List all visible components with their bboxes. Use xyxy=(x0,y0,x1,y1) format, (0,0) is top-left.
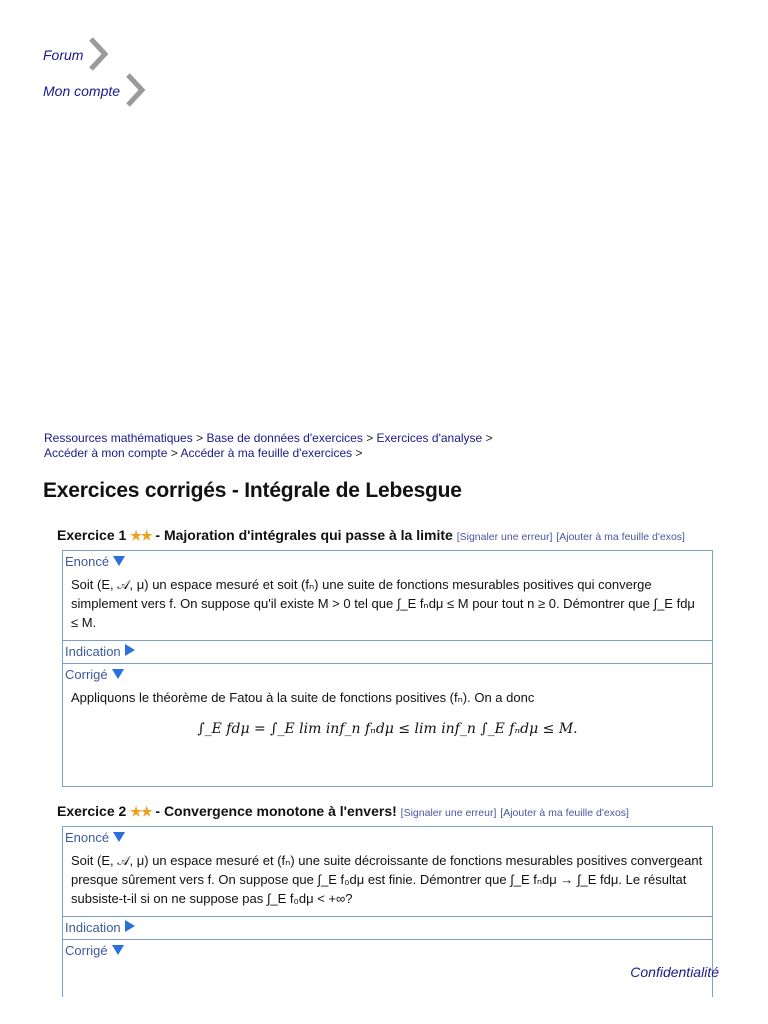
exercise-1-title xyxy=(57,527,685,544)
breadcrumb-item-sheet[interactable]: Accéder à ma feuille d'exercices xyxy=(180,445,353,460)
nav-account-label: Mon compte xyxy=(43,83,121,99)
indication-toggle[interactable] xyxy=(63,917,712,939)
enonce-label: Enoncé xyxy=(65,554,110,569)
breadcrumb-separator: > xyxy=(170,445,178,460)
breadcrumb-item-analysis[interactable]: Exercices d'analyse xyxy=(376,431,483,445)
corrige-text: Appliquons le théorème de Fatou à la suite de fonctions positives (fₙ). On a donc xyxy=(71,690,535,705)
indication-label: Indication xyxy=(65,644,121,659)
exercise-heading: - Convergence monotone à l'envers! xyxy=(155,803,397,819)
breadcrumb-separator: > xyxy=(355,445,363,460)
report-error-link[interactable]: [Signaler une erreur] xyxy=(456,531,553,543)
chevron-right-icon xyxy=(87,36,109,75)
enonce-text: Soit (E, 𝒜, μ) un espace mesuré et (fₙ) une suite décroissante de fonctions mesurables positives convergeant presque sûrement vers f. On suppose que ∫_E f₀dμ est finie. Démontrer que ∫_E fₙdμ → ∫_E fdμ. Le résultat subsiste-t-il si on ne suppose pas ∫_E f₀dμ < +∞? xyxy=(71,853,703,906)
add-to-sheet-link[interactable]: [Ajouter à ma feuille d'exos] xyxy=(556,531,685,543)
triangle-down-icon xyxy=(112,939,124,963)
chevron-right-icon xyxy=(124,72,146,111)
corrige-label: Corrigé xyxy=(65,667,108,682)
privacy-link[interactable]: Confidentialité xyxy=(630,964,719,980)
star-icon: ★★ xyxy=(130,804,152,819)
triangle-down-icon xyxy=(113,826,125,850)
triangle-right-icon xyxy=(125,916,135,940)
breadcrumb-separator: > xyxy=(196,431,204,445)
nav-account-link[interactable] xyxy=(43,72,146,110)
corrige-toggle[interactable] xyxy=(63,664,712,686)
star-icon: ★★ xyxy=(130,528,152,543)
enonce-label: Enoncé xyxy=(65,830,110,845)
exercise-label: Exercice 2 xyxy=(57,803,127,819)
breadcrumb-item-resources[interactable]: Ressources mathématiques xyxy=(44,431,193,445)
triangle-down-icon xyxy=(112,663,124,687)
exercise-2-box xyxy=(62,826,713,997)
corrige-label: Corrigé xyxy=(65,943,108,958)
breadcrumb-separator: > xyxy=(366,431,374,445)
enonce-toggle[interactable] xyxy=(63,827,712,849)
enonce-section xyxy=(63,827,712,917)
page-title: Exercices corrigés - Intégrale de Lebesgue xyxy=(43,479,462,502)
indication-label: Indication xyxy=(65,920,121,935)
enonce-section xyxy=(63,551,712,641)
add-to-sheet-link[interactable]: [Ajouter à ma feuille d'exos] xyxy=(500,807,629,819)
triangle-right-icon xyxy=(125,640,135,664)
enonce-text: Soit (E, 𝒜, μ) un espace mesuré et soit (fₙ) une suite de fonctions mesurables positives qui converge simplement vers f. On suppose qu'il existe M > 0 tel que ∫_E fₙdμ ≤ M pour tout n ≥ 0. Démontrer que ∫_E fdμ ≤ M. xyxy=(71,577,695,630)
triangle-down-icon xyxy=(113,550,125,574)
breadcrumb xyxy=(44,431,644,460)
indication-section xyxy=(63,917,712,940)
corrige-section xyxy=(63,940,712,962)
nav-forum-link[interactable] xyxy=(43,36,109,74)
corrige-toggle[interactable] xyxy=(63,940,712,962)
exercise-heading: - Majoration d'intégrales qui passe à la limite xyxy=(155,527,453,543)
exercise-label: Exercice 1 xyxy=(57,527,127,543)
exercise-2-title xyxy=(57,803,629,820)
breadcrumb-item-account[interactable]: Accéder à mon compte xyxy=(44,445,168,460)
indication-section xyxy=(63,641,712,664)
breadcrumb-item-database[interactable]: Base de données d'exercices xyxy=(206,431,363,445)
report-error-link[interactable]: [Signaler une erreur] xyxy=(400,807,497,819)
corrige-section xyxy=(63,664,712,787)
indication-toggle[interactable] xyxy=(63,641,712,663)
nav-forum-label: Forum xyxy=(43,47,84,63)
corrige-formula: ∫_E fdμ = ∫_E lim inf_n fₙdμ ≤ lim inf_n ∫_E fₙdμ ≤ M. xyxy=(197,721,578,737)
enonce-toggle[interactable] xyxy=(63,551,712,573)
breadcrumb-separator: > xyxy=(485,431,493,445)
exercise-1-box xyxy=(62,550,713,787)
